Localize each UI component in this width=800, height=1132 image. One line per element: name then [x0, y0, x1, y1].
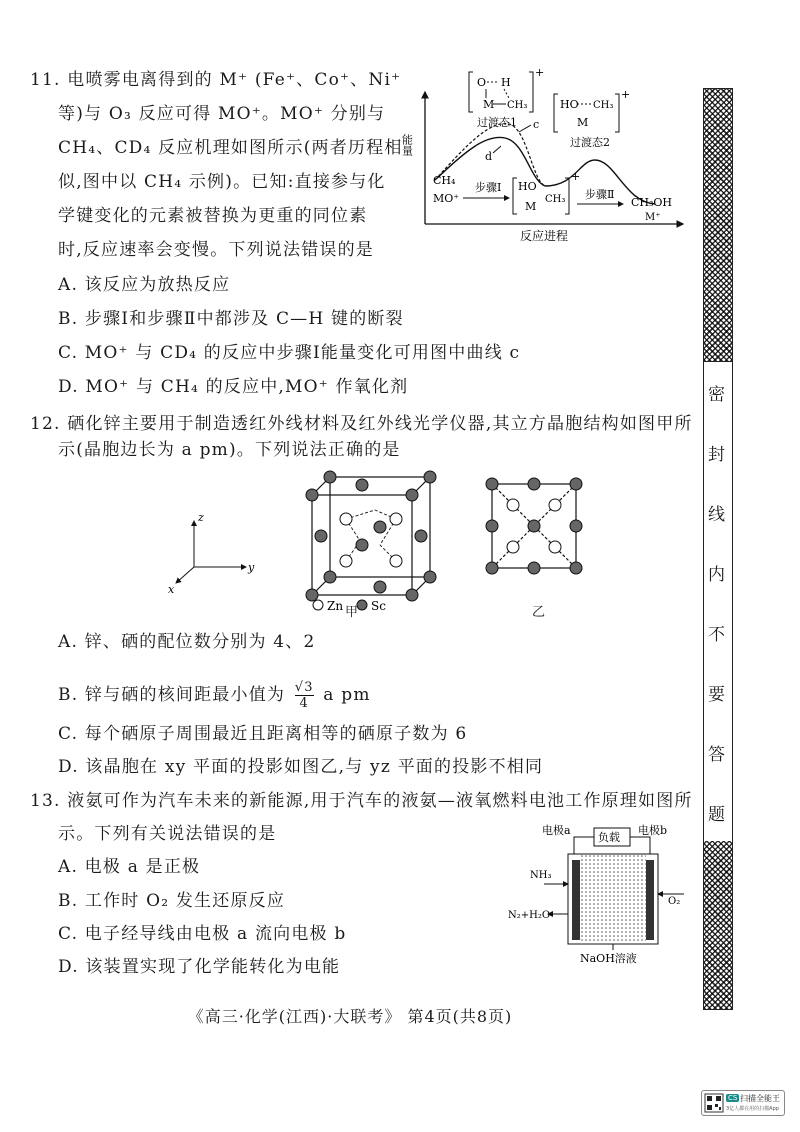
- q11-option-c: C. MO⁺ 与 CD₄ 的反应中步骤Ⅰ能量变化可用图中曲线 c: [58, 343, 521, 363]
- seal-char-6: 要: [708, 685, 725, 705]
- q11-line-5: 学键变化的元素被替换为更重的同位素: [58, 206, 368, 226]
- fraction-denominator: 4: [299, 696, 309, 711]
- cs-logo-icon: CS: [728, 1094, 738, 1102]
- q11-option-b: B. 步骤Ⅰ和步骤Ⅱ中都涉及 C—H 键的断裂: [58, 309, 404, 329]
- axis-x: x: [168, 583, 175, 596]
- product-m: M⁺: [645, 212, 661, 223]
- reactant-mo: MO⁺: [433, 192, 460, 205]
- seal-text-box: [704, 361, 732, 843]
- inter-plus: +: [571, 170, 581, 183]
- axis-y: y: [248, 561, 255, 574]
- ts2-label: 过渡态2: [570, 136, 610, 149]
- ts1-atom-h: H: [501, 76, 511, 89]
- label-yi: 乙: [532, 605, 546, 620]
- q12-option-c: C. 每个硒原子周围最近且距离相等的硒原子数为 6: [58, 724, 468, 744]
- ts1-atom-ch3: CH₃: [507, 100, 528, 111]
- curve-c-label: c: [533, 118, 540, 131]
- energy-axis-label: 能量: [400, 134, 414, 156]
- o2-label: O₂: [668, 896, 681, 907]
- q11-line-6: 时,反应速率会变慢。下列说法错误的是: [58, 240, 375, 260]
- q11-line-4: 似,图中以 CH₄ 示例)。已知:直接参与化: [58, 172, 386, 192]
- ts1-atom-o: O: [477, 76, 487, 89]
- qr-icon: [705, 1094, 723, 1112]
- seal-char-2: 封: [708, 445, 725, 465]
- q11-option-d: D. MO⁺ 与 CH₄ 的反应中,MO⁺ 作氧化剂: [58, 377, 409, 397]
- seal-line-sidebar: [703, 88, 733, 1010]
- ts1-atom-m: M: [483, 98, 495, 111]
- inter-atom-m: M: [525, 200, 537, 213]
- product-label: N₂+H₂O: [508, 910, 551, 921]
- axis-z: z: [198, 511, 204, 524]
- seal-char-5: 不: [708, 625, 725, 645]
- q11-option-a: A. 该反应为放热反应: [58, 275, 231, 295]
- step2-label: 步骤Ⅱ: [585, 188, 615, 201]
- load-label: 负载: [598, 831, 620, 844]
- q12-option-b-prefix: B. 锌与硒的核间距最小值为: [58, 685, 286, 705]
- curve-d-label: d: [485, 150, 493, 163]
- ts2-atom-m: M: [577, 116, 589, 129]
- q11-line-1: 11. 电喷雾电离得到的 M⁺ (Fe⁺、Co⁺、Ni⁺: [30, 70, 402, 90]
- inter-atom-ho: HO: [518, 180, 537, 193]
- inter-atom-ch3: CH₃: [545, 194, 566, 205]
- q13-option-c: C. 电子经导线由电极 a 流向电极 b: [58, 924, 347, 944]
- nh3-label: NH₃: [530, 870, 552, 881]
- reactant-ch4: CH₄: [433, 174, 456, 187]
- page-footer: 《高三·化学(江西)·大联考》 第4页(共8页): [187, 1007, 513, 1026]
- badge-title: 扫描全能王: [740, 1094, 780, 1103]
- q13-option-a: A. 电极 a 是正极: [58, 857, 201, 877]
- projection-yi: [478, 470, 588, 580]
- seal-char-3: 线: [708, 505, 725, 525]
- ts2-atom-ho: HO: [560, 98, 579, 111]
- q12-option-a: A. 锌、硒的配位数分别为 4、2: [58, 632, 316, 652]
- q12-line-2: 示(晶胞边长为 a pm)。下列说法正确的是: [58, 440, 401, 460]
- ts2-plus: +: [621, 88, 631, 101]
- axes-figure: [168, 505, 258, 595]
- q13-line-1: 13. 液氨可作为汽车未来的新能源,用于汽车的液氨—液氧燃料电池工作原理如图所: [30, 791, 693, 811]
- seal-char-8: 题: [708, 805, 725, 825]
- ts1-label: 过渡态1: [477, 116, 517, 129]
- electrode-a-label: 电极a: [542, 824, 571, 837]
- sidebar-hatch-top: [704, 89, 732, 361]
- sidebar-hatch-bottom: [704, 841, 732, 1009]
- fuel-cell-diagram: [508, 818, 694, 966]
- q13-option-d: D. 该装置实现了化学能转化为电能: [58, 957, 341, 977]
- badge-subtitle: 3亿人都在用的扫描App: [726, 1106, 779, 1112]
- product-ch3oh: CH₃OH: [631, 196, 673, 209]
- step1-label: 步骤Ⅰ: [475, 181, 502, 194]
- q12-option-b: [58, 680, 371, 711]
- progress-axis-label: 反应进程: [520, 229, 569, 243]
- electrode-b-label: 电极b: [638, 824, 668, 837]
- fraction: [295, 680, 314, 711]
- q11-line-3: CH₄、CD₄ 反应机理如图所示(两者历程相: [58, 138, 403, 158]
- legend-se: Sc: [371, 599, 386, 613]
- fraction-numerator: √3: [294, 680, 314, 695]
- q12-line-1: 12. 硒化锌主要用于制造透红外线材料及红外线光学仪器,其立方晶胞结构如图甲所: [30, 414, 693, 434]
- q13-option-b: B. 工作时 O₂ 发生还原反应: [58, 891, 286, 911]
- seal-char-4: 内: [708, 565, 725, 585]
- q13-line-2: 示。下列有关说法错误的是: [58, 824, 277, 844]
- q11-line-2: 等)与 O₃ 反应可得 MO⁺。MO⁺ 分别与: [58, 104, 386, 124]
- energy-diagram: [400, 62, 690, 243]
- crystal-cell-jia: [300, 465, 440, 615]
- electrolyte-label: NaOH溶液: [580, 952, 637, 965]
- ts1-plus: +: [535, 66, 545, 79]
- q12-option-d: D. 该晶胞在 xy 平面的投影如图乙,与 yz 平面的投影不相同: [58, 757, 544, 777]
- label-jia: 甲: [345, 605, 359, 620]
- scanner-badge: [701, 1090, 785, 1116]
- ts2-atom-ch3: CH₃: [593, 100, 614, 111]
- q12-option-b-suffix: a pm: [323, 685, 371, 705]
- legend-zn: Zn: [327, 599, 344, 613]
- seal-char-1: 密: [708, 385, 725, 405]
- seal-char-7: 答: [708, 745, 725, 765]
